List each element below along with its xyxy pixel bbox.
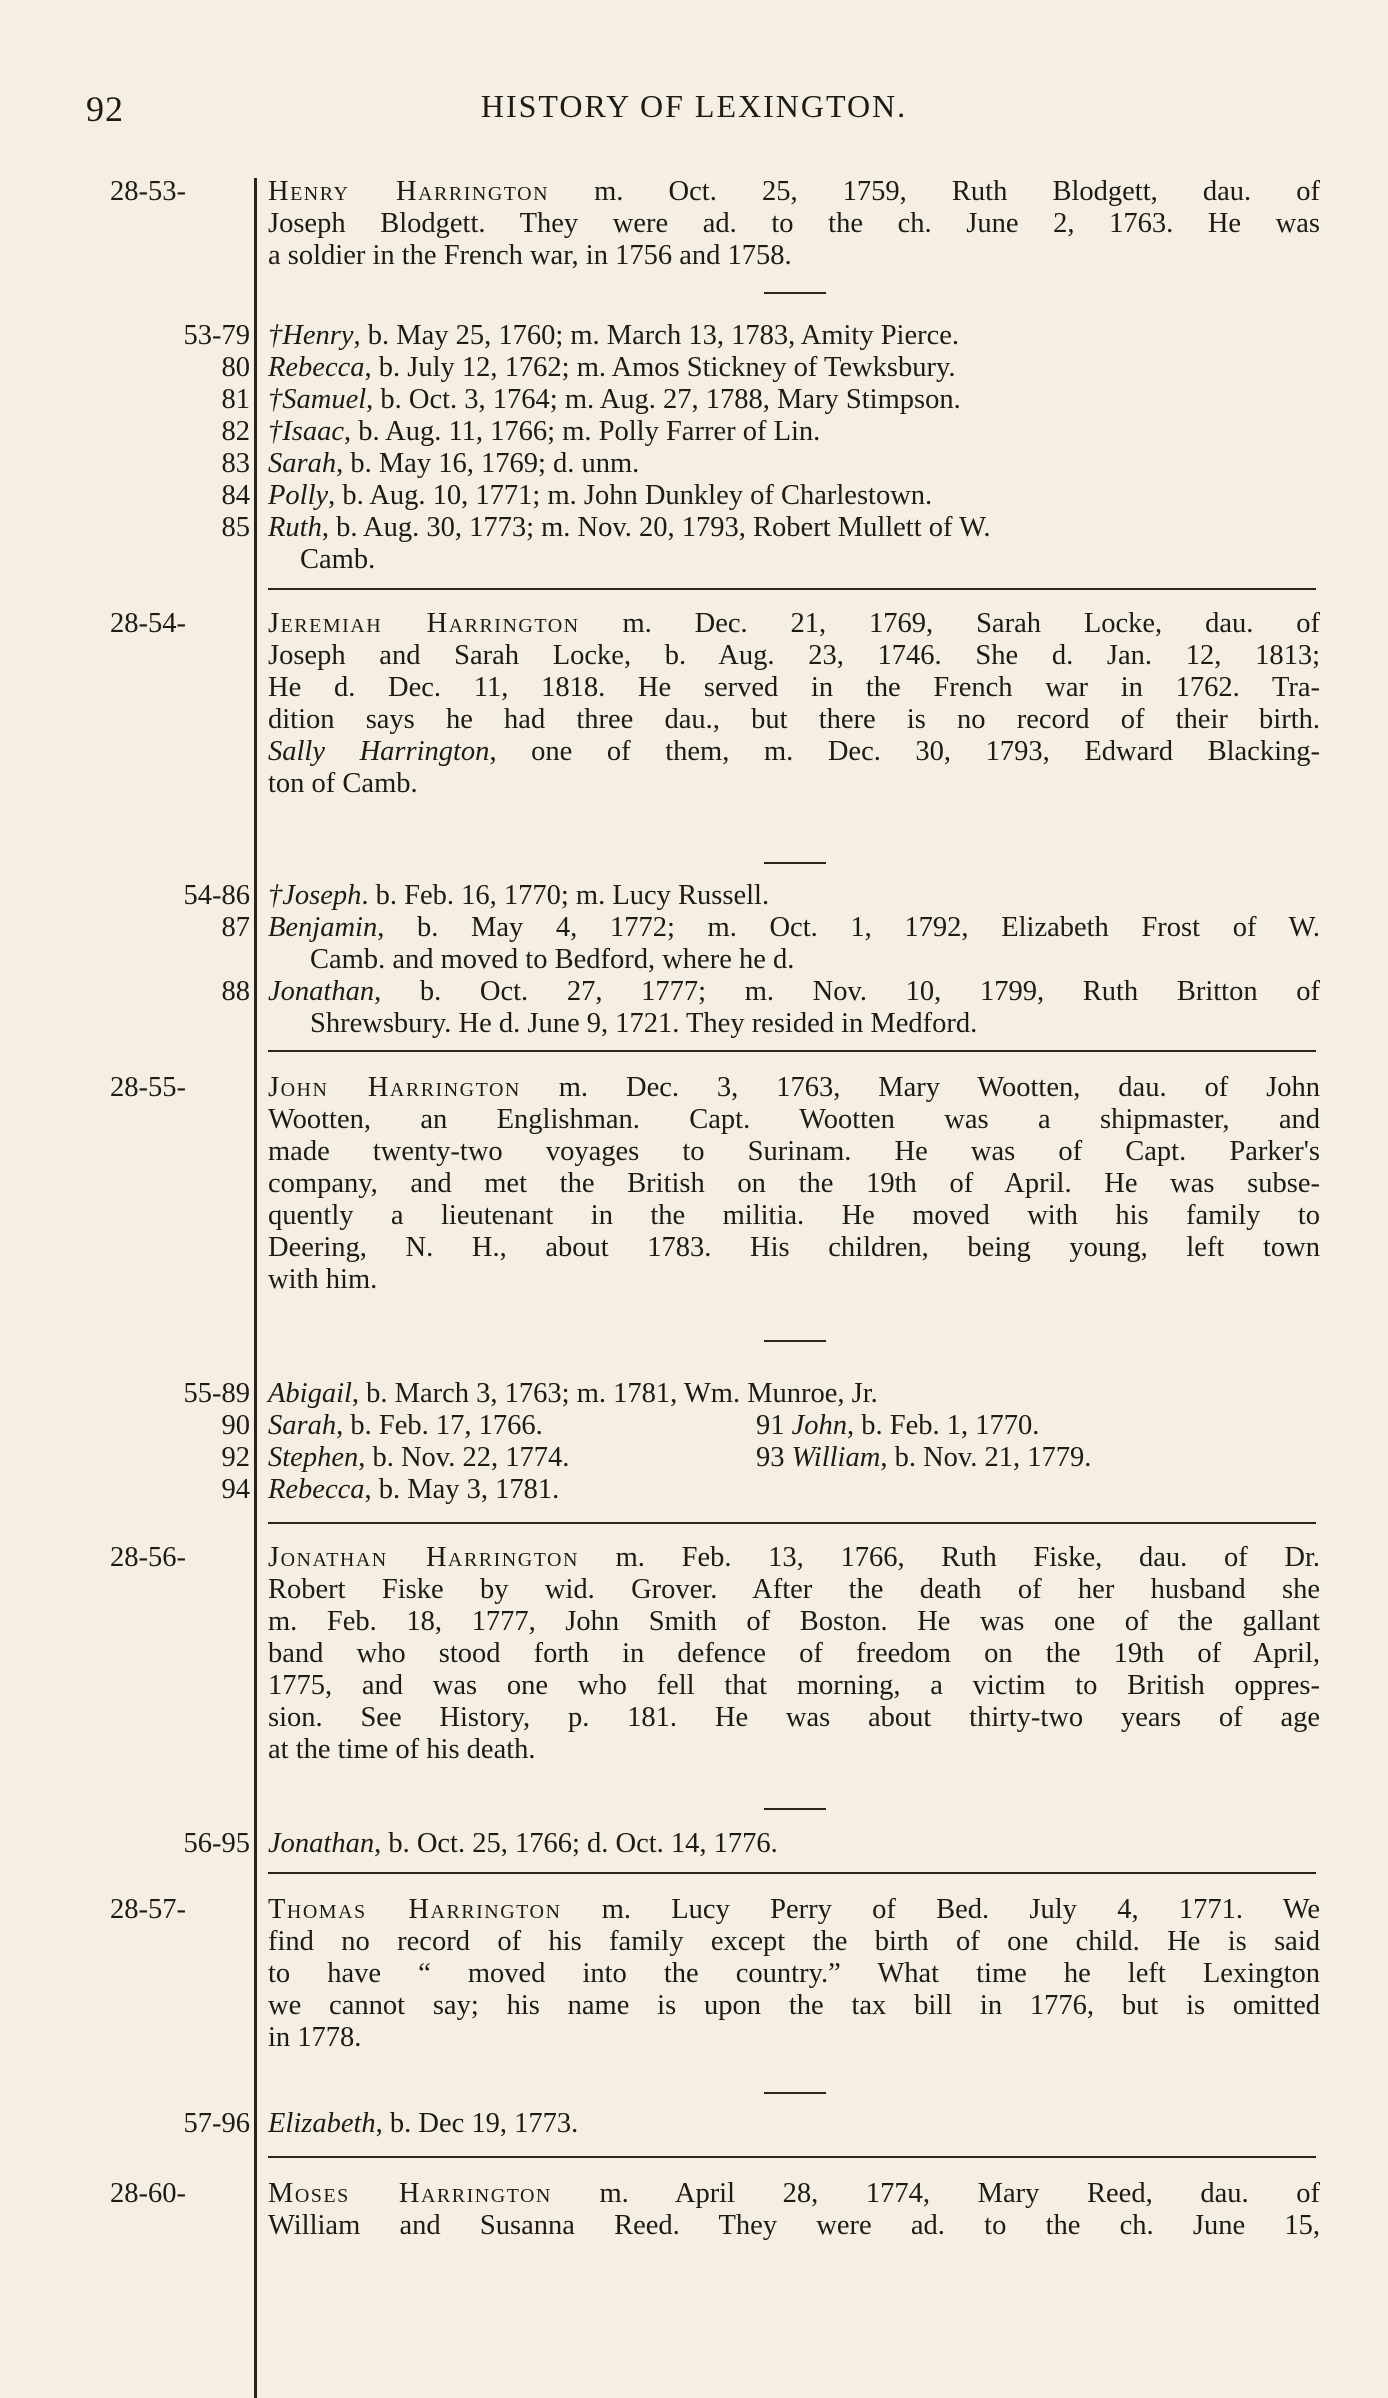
child-name: Benjamin [268, 912, 378, 943]
entry-text-line: Moses Harrington m. April 28, 1774, Mary Reed, dau. of [268, 2178, 1320, 2209]
child-name: Ruth [268, 512, 322, 543]
child-line: Stephen, b. Nov. 22, 1774. [268, 1442, 570, 1473]
entry-ref-28-60: 28-60- [110, 2178, 186, 2209]
child-name: Sarah [268, 448, 337, 479]
child-line: Rebecca, b. July 12, 1762; m. Amos Stickney of Tewksbury. [268, 352, 956, 383]
section-rule [268, 588, 1316, 590]
entry-ref-28-53: 28-53- [110, 176, 186, 207]
child-ref: 54-86 [183, 880, 250, 911]
entry-text-line: dition says he had three dau., but there is no record of their birth. [268, 704, 1320, 735]
child-name: †Joseph [268, 880, 362, 911]
person-name: Jonathan Harrington [268, 1542, 579, 1573]
child-line: †Joseph. b. Feb. 16, 1770; m. Lucy Russell. [268, 880, 770, 911]
entry-text-line: we cannot say; his name is upon the tax bill in 1776, but is omitted [268, 1990, 1320, 2021]
child-line: †Henry, b. May 25, 1760; m. March 13, 1783, Amity Pierce. [268, 320, 960, 351]
person-name: Jeremiah Harrington [268, 608, 580, 639]
child-line: †Samuel, b. Oct. 3, 1764; m. Aug. 27, 1788, Mary Stimpson. [268, 384, 961, 415]
entry-text-line: William and Susanna Reed. They were ad. to the ch. June 15, [268, 2210, 1320, 2241]
child-name: †Isaac [268, 416, 344, 447]
child-line: †Isaac, b. Aug. 11, 1766; m. Polly Farrer of Lin. [268, 416, 821, 447]
entry-text-line: Jonathan Harrington m. Feb. 13, 1766, Ruth Fiske, dau. of Dr. [268, 1542, 1320, 1573]
short-rule [764, 292, 826, 294]
entry-text-line: in 1778. [268, 2022, 362, 2053]
entry-text-line: John Harrington m. Dec. 3, 1763, Mary Wootten, dau. of John [268, 1072, 1320, 1103]
child-line: Abigail, b. March 3, 1763; m. 1781, Wm. Munroe, Jr. [268, 1378, 878, 1409]
entry-text-line: Joseph Blodgett. They were ad. to the ch. June 2, 1763. He was [268, 208, 1320, 239]
entry-text-line: Sally Harrington, one of them, m. Dec. 30, 1793, Edward Blacking- [268, 736, 1320, 767]
person-name: Thomas Harrington [268, 1894, 562, 1925]
child-ref: 90 [221, 1410, 250, 1441]
entry-text-line: made twenty-two voyages to Surinam. He was of Capt. Parker's [268, 1136, 1320, 1167]
child-line: Elizabeth, b. Dec 19, 1773. [268, 2108, 579, 2139]
child-ref: 82 [221, 416, 250, 447]
child-ref: 83 [221, 448, 250, 479]
child-ref: 91 [756, 1410, 785, 1441]
entry-ref-28-56: 28-56- [110, 1542, 186, 1573]
child-name: Abigail [268, 1378, 352, 1409]
child-line: 93 William, b. Nov. 21, 1779. [756, 1442, 1092, 1473]
child-line: Ruth, b. Aug. 30, 1773; m. Nov. 20, 1793, Robert Mullett of W. [268, 512, 991, 543]
child-ref: 92 [221, 1442, 250, 1473]
child-name: †Samuel [268, 384, 367, 415]
child-line: Jonathan, b. Oct. 25, 1766; d. Oct. 14, 1776. [268, 1828, 778, 1859]
child-ref: 85 [221, 512, 250, 543]
margin-rule [254, 178, 257, 2398]
child-line: Jonathan, b. Oct. 27, 1777; m. Nov. 10, 1799, Ruth Britton of [268, 976, 1320, 1007]
short-rule [764, 1340, 826, 1342]
child-name: Rebecca [268, 352, 365, 383]
person-name: Henry Harrington [268, 176, 550, 207]
entry-text-line: Deering, N. H., about 1783. His children, being young, left town [268, 1232, 1320, 1263]
child-ref: 53-79 [183, 320, 250, 351]
entry-text-line: ton of Camb. [268, 768, 418, 799]
entry-ref-28-55: 28-55- [110, 1072, 186, 1103]
section-rule [268, 1522, 1316, 1524]
short-rule [764, 2092, 826, 2094]
child-line: Sarah, b. May 16, 1769; d. unm. [268, 448, 640, 479]
page-header [0, 88, 1388, 138]
section-rule [268, 1872, 1316, 1874]
entry-text-line: company, and met the British on the 19th of April. He was subse- [268, 1168, 1320, 1199]
child-name: John [791, 1410, 848, 1441]
child-name: Sarah [268, 1410, 337, 1441]
entry-text-line: with him. [268, 1264, 378, 1295]
entry-text-line: Joseph and Sarah Locke, b. Aug. 23, 1746. She d. Jan. 12, 1813; [268, 640, 1320, 671]
child-line-cont: Camb. and moved to Bedford, where he d. [310, 944, 795, 975]
person-name-italic: Sally Harrington [268, 736, 490, 767]
child-ref: 56-95 [183, 1828, 250, 1859]
child-line: Sarah, b. Feb. 17, 1766. [268, 1410, 543, 1441]
child-line: 91 John, b. Feb. 1, 1770. [756, 1410, 1040, 1441]
person-name: John Harrington [268, 1072, 521, 1103]
child-ref: 87 [221, 912, 250, 943]
child-line: Benjamin, b. May 4, 1772; m. Oct. 1, 1792, Elizabeth Frost of W. [268, 912, 1320, 943]
child-ref: 55-89 [183, 1378, 250, 1409]
entry-ref-28-54: 28-54- [110, 608, 186, 639]
person-name: Moses Harrington [268, 2178, 552, 2209]
child-ref: 57-96 [183, 2108, 250, 2139]
entry-text-line: band who stood forth in defence of freedom on the 19th of April, [268, 1638, 1320, 1669]
child-name: Jonathan [268, 976, 375, 1007]
child-line-cont: Camb. [300, 544, 376, 575]
running-title: HISTORY OF LEXINGTON. [480, 88, 908, 124]
entry-text-line: quently a lieutenant in the militia. He moved with his family to [268, 1200, 1320, 1231]
section-rule [268, 1050, 1316, 1052]
child-name: Polly [268, 480, 329, 511]
child-name: William [791, 1442, 881, 1473]
child-name: †Henry [268, 320, 354, 351]
child-name: Jonathan [268, 1828, 375, 1859]
page-number: 92 [86, 89, 124, 129]
entry-text-line: find no record of his family except the birth of one child. He is said [268, 1926, 1320, 1957]
entry-text-line: Thomas Harrington m. Lucy Perry of Bed. July 4, 1771. We [268, 1894, 1321, 1925]
entry-text-line: a soldier in the French war, in 1756 and 1758. [268, 240, 792, 271]
entry-text-line: He d. Dec. 11, 1818. He served in the French war in 1762. Tra- [268, 672, 1320, 703]
short-rule [764, 862, 826, 864]
child-ref: 93 [756, 1442, 785, 1473]
entry-text-line: at the time of his death. [268, 1734, 536, 1765]
entry-text-line: Wootten, an Englishman. Capt. Wootten was a shipmaster, and [268, 1104, 1320, 1135]
child-line: Polly, b. Aug. 10, 1771; m. John Dunkley of Charlestown. [268, 480, 933, 511]
entry-text-line: sion. See History, p. 181. He was about thirty-two years of age [268, 1702, 1320, 1733]
short-rule [764, 1808, 826, 1810]
child-name: Elizabeth [268, 2108, 376, 2139]
child-ref: 80 [221, 352, 250, 383]
entry-text-line: Henry Harrington m. Oct. 25, 1759, Ruth Blodgett, dau. of [268, 176, 1320, 207]
entry-text-line: m. Feb. 18, 1777, John Smith of Boston. He was one of the gallant [268, 1606, 1320, 1637]
entry-text-line: Jeremiah Harrington m. Dec. 21, 1769, Sarah Locke, dau. of [268, 608, 1320, 639]
entry-text-line: to have “ moved into the country.” What time he left Lexington [268, 1958, 1320, 1989]
child-ref: 81 [221, 384, 250, 415]
section-rule [268, 2156, 1316, 2158]
child-name: Rebecca [268, 1474, 365, 1505]
entry-text-line: Robert Fiske by wid. Grover. After the death of her husband she [268, 1574, 1320, 1605]
child-line: Rebecca, b. May 3, 1781. [268, 1474, 560, 1505]
child-ref: 94 [221, 1474, 250, 1505]
entry-text-line: 1775, and was one who fell that morning, a victim to British oppres- [268, 1670, 1320, 1701]
child-ref: 84 [221, 480, 250, 511]
child-name: Stephen [268, 1442, 359, 1473]
child-ref: 88 [221, 976, 250, 1007]
entry-ref-28-57: 28-57- [110, 1894, 186, 1925]
child-line-cont: Shrewsbury. He d. June 9, 1721. They resided in Medford. [310, 1008, 978, 1039]
